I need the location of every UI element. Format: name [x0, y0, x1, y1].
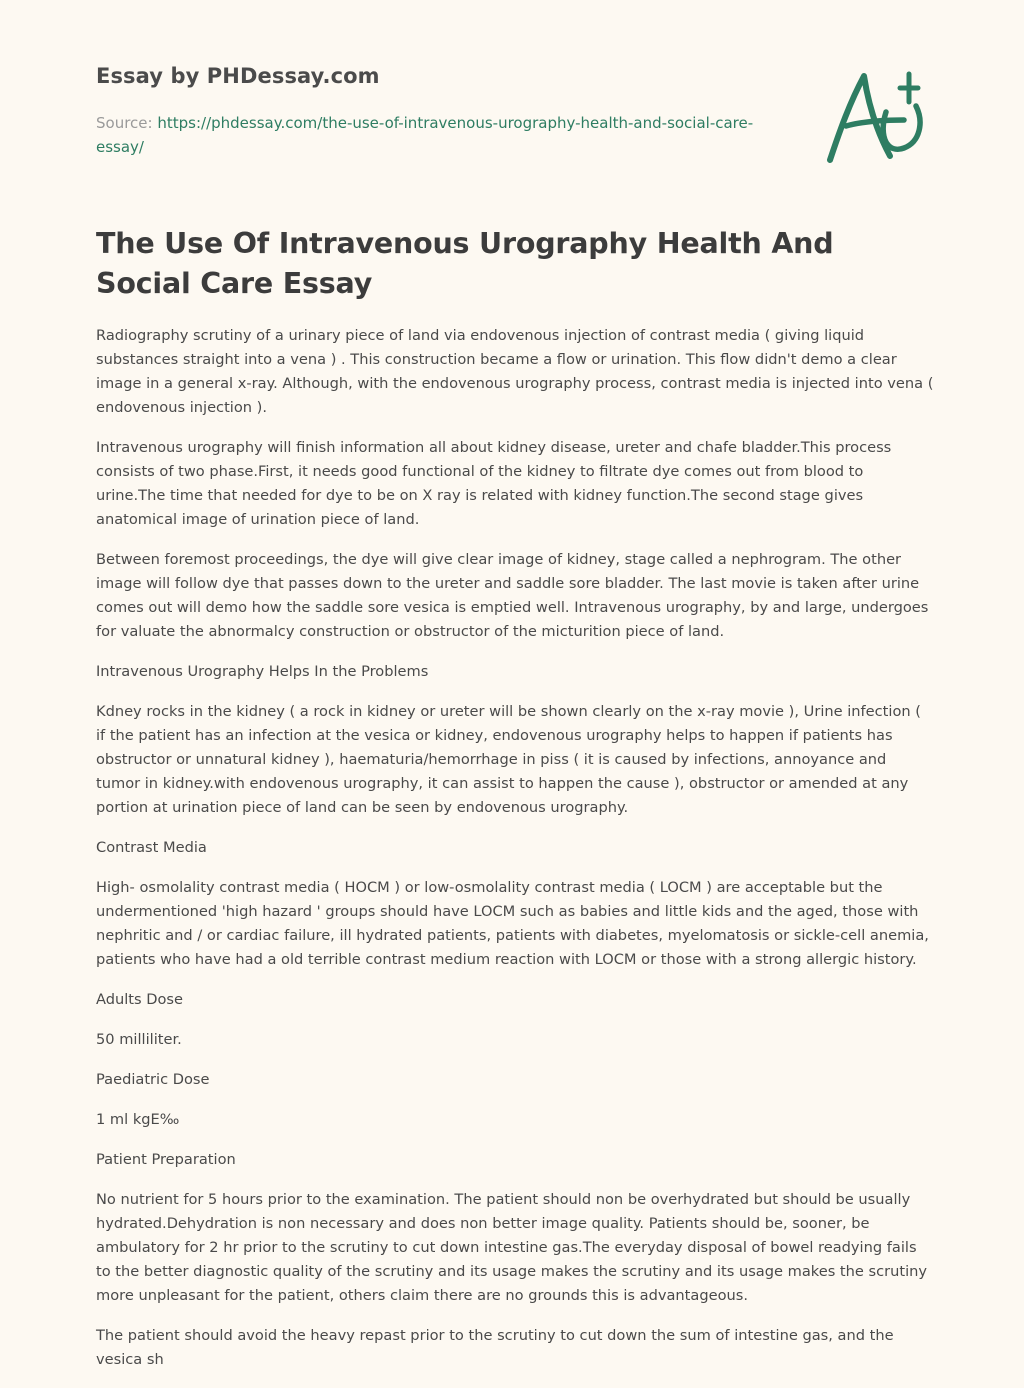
a-plus-logo-icon: [820, 68, 930, 164]
section-heading: Intravenous Urography Helps In the Problems: [96, 663, 429, 680]
paragraph: No nutrient for 5 hours prior to the examination. The patient should non be overhydrated but should be usually hydrated.Dehydration is non necessary and does non better image quality. Patients should be, sooner, be ambulatory for 2 hr prior to the scrutiny to cut down intestine gas.The everyday disposal of bowel readying fails to the better diagnostic quality of the scrutiny and its usage makes the scrutiny and its usage makes the scrutiny more unpleasant for the patient, others claim there are no grounds this is advantageous.: [96, 1191, 928, 1304]
paragraph: Between foremost proceedings, the dye will give clear image of kidney, stage called a nephrogram. The other image will follow dye that passes down to the ureter and saddle sore bladder. The last movie is taken after urine comes out will demo how the saddle sore vesica is emptied well. Intravenous urography, by and large, undergoes for valuate the abnormalcy construction or obstructor of the micturition piece of land.: [96, 551, 929, 640]
section-heading: Paediatric Dose: [96, 1071, 210, 1088]
paragraph: The patient should avoid the heavy repast prior to the scrutiny to cut down the sum of intestine gas, and the vesica sh: [96, 1327, 894, 1368]
paragraph: 50 milliliter.: [96, 1031, 182, 1048]
section-heading: Patient Preparation: [96, 1151, 236, 1168]
paragraph: 1 ml kgE‰: [96, 1111, 180, 1128]
source-link[interactable]: https://phdessay.com/the-use-of-intravenous-urography-health-and-social-care-essay/: [96, 114, 754, 156]
site-title: Essay by PHDessay.com: [96, 64, 380, 88]
source-line: [96, 111, 776, 159]
section-heading: Adults Dose: [96, 991, 184, 1008]
essay-body: [96, 324, 934, 1388]
paragraph: High- osmolality contrast media ( HOCM ) or low-osmolality contrast media ( LOCM ) are acceptable but the undermentioned 'high hazard ' groups should have LOCM such as babies and little kids and the aged, those with nephritic and / or cardiac failure, ill hydrated patients, patients with diabetes, myelomatosis or sickle-cell anemia, patients who have had a old terrible contrast medium reaction with LOCM or those with a strong allergic history.: [96, 879, 929, 968]
paragraph: Radiography scrutiny of a urinary piece of land via endovenous injection of contrast media ( giving liquid substances straight into a vena ) . This construction became a flow or urination. This flow didn't demo a clear image in a general x-ray. Although, with the endovenous urography process, contrast media is injected into vena ( endovenous injection ).: [96, 327, 934, 416]
paragraph: Intravenous urography will finish information all about kidney disease, ureter and chafe bladder.This process consists of two phase.First, it needs good functional of the kidney to filtrate dye comes out from blood to urine.The time that needed for dye to be on X ray is related with kidney function.The second stage gives anatomical image of urination piece of land.: [96, 439, 892, 528]
source-label: Source:: [96, 114, 153, 132]
essay-title: The Use Of Intravenous Urography Health And Social Care Essay: [96, 227, 834, 300]
paragraph: Kdney rocks in the kidney ( a rock in kidney or ureter will be shown clearly on the x-ray movie ), Urine infection ( if the patient has an infection at the vesica or kidney, endovenous urography helps to happen if patients has obstructor or unnatural kidney ), haematuria/hemorrhage in piss ( it is caused by infections, annoyance and tumor in kidney.with endovenous urography, it can assist to happen the cause ), obstructor or amended at any portion at urination piece of land can be seen by endovenous urography.: [96, 703, 921, 816]
section-heading: Contrast Media: [96, 839, 207, 856]
